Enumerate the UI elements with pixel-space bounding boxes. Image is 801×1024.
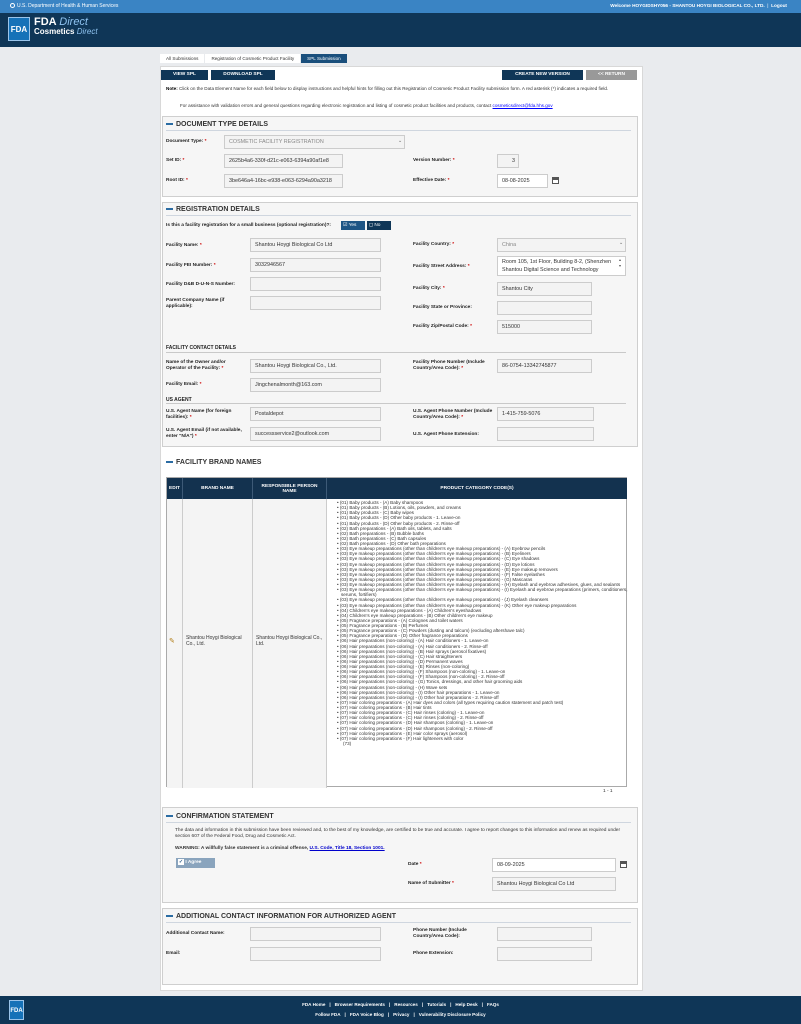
- category-item: • (06) Hair preparations (non-coloring) - (B) Hair sprays (aerosol fixatives): [337, 648, 487, 654]
- agent-email-label[interactable]: U.S. Agent Email (if not available, enter "N/A") *: [166, 428, 242, 439]
- category-item: • (07) Hair coloring preparations - (C) Hair rinses (coloring) - 1. Leave-on: [337, 710, 485, 716]
- category-item: • (03) Eye makeup preparations (other than children's eye makeup preparations) - (G) Mascaras: [337, 576, 533, 582]
- document-type-heading: DOCUMENT TYPE DETAILS: [166, 121, 268, 128]
- category-item: • (02) Bath preparations - (D) Other bath preparations: [337, 541, 446, 546]
- root-id-label[interactable]: Root ID: *: [166, 178, 188, 183]
- small-business-question: Is this a facility registration for a small business (optional registration)?:: [166, 223, 331, 228]
- owner-field[interactable]: Shantou Hoygi Biological Co., Ltd.: [250, 359, 381, 373]
- us-agent-heading: US AGENT: [166, 397, 192, 403]
- registration-heading: REGISTRATION DETAILS: [166, 206, 260, 213]
- category-item: • (07) Hair coloring preparations - (D) Hair shampoos (coloring) - 1. Leave-on: [337, 720, 494, 726]
- view-spl-button[interactable]: VIEW SPL: [161, 70, 208, 80]
- set-id-field[interactable]: 2625b4a6-330f-d21c-e063-6394a90af1e8: [224, 154, 343, 168]
- submitter-label[interactable]: Name of Submitter *: [408, 881, 454, 886]
- breadcrumb-registration[interactable]: Registration of Cosmetic Product Facility: [205, 54, 300, 63]
- category-item: • (03) Eye makeup preparations (other than children's eye makeup preparations) - (D) Eye lotions: [337, 561, 535, 567]
- category-item: • (07) Hair coloring preparations - (A) Hair dyes and colors (all types requiring caution statement and patch test): [337, 699, 564, 705]
- additional-email-field[interactable]: [250, 947, 381, 961]
- owner-label[interactable]: Name of the Owner and/or Operator of the Facility: *: [166, 360, 226, 371]
- site-header: [0, 13, 801, 47]
- facility-name-field[interactable]: Shantou Hoygi Biological Co Ltd: [250, 238, 381, 252]
- additional-ext-label[interactable]: Phone Extension:: [413, 951, 454, 956]
- fei-label[interactable]: Facility FEI Number: *: [166, 263, 216, 268]
- category-item: • (06) Hair preparations (non-coloring) - (A) Hair conditioners - 2. Rinse-off: [337, 643, 488, 649]
- col-brand-name: BRAND NAME: [183, 478, 253, 499]
- doc-type-select[interactable]: COSMETIC FACILITY REGISTRATION: [224, 135, 405, 149]
- fda-logo[interactable]: FDA: [8, 17, 30, 41]
- additional-ext-field[interactable]: [497, 947, 592, 961]
- return-button[interactable]: << RETURN: [586, 70, 637, 80]
- category-item: • (06) Hair preparations (non-coloring) - (C) Hair straighteners: [337, 653, 463, 659]
- logout-link[interactable]: Logout: [771, 3, 787, 8]
- category-item: • (03) Eye makeup preparations (other than children's eye makeup preparations) - (B) Eyeliners: [337, 551, 531, 557]
- city-label[interactable]: Facility City: *: [413, 286, 445, 291]
- contact-heading: FACILITY CONTACT DETAILS: [166, 345, 236, 351]
- agent-name-label[interactable]: U.S. Agent Name (for foreign facilities): *: [166, 409, 232, 420]
- fei-field[interactable]: 3032946567: [250, 258, 381, 272]
- category-item: • (06) Hair preparations (non-coloring) - (I) Other hair preparations - 2. Rinse-off: [337, 694, 499, 700]
- calendar-icon[interactable]: [552, 177, 559, 184]
- edit-icon[interactable]: ✎: [169, 638, 175, 645]
- category-item: • (07) Hair coloring preparations - (B) Hair tints: [337, 705, 432, 710]
- category-item: • (06) Hair preparations (non-coloring) - (I) Other hair preparations - 1. Leave-on: [337, 689, 500, 695]
- category-item: • (07) Hair coloring preparations - (E) Hair color sprays (aerosol): [337, 730, 468, 736]
- date-label[interactable]: Date *: [408, 862, 422, 867]
- category-item: • (02) Bath preparations - (B) Bubble baths: [337, 530, 424, 536]
- category-item: • (04) Children's eye makeup preparations - (B) Other children's eye makeup: [337, 612, 493, 618]
- state-field[interactable]: [497, 301, 592, 315]
- footer-link-browser[interactable]: Browser Requirements: [334, 1002, 385, 1007]
- note-text: Note: Click on the Data Element Name for each field below to display instructions and helpful hints for filling out this Registration of Cosmetic Product Facility submission form. A red asterisk (*) indicates a required field.: [166, 86, 609, 91]
- scroll-arrows-icon[interactable]: ▴ ▾: [619, 257, 622, 268]
- zip-field[interactable]: 515000: [497, 320, 592, 334]
- category-item: • (06) Hair preparations (non-coloring) - (G) Tonics, dressings, and other hair grooming aids: [337, 679, 523, 685]
- category-item: • (06) Hair preparations (non-coloring) - (E) Rinses (non-coloring): [337, 664, 470, 669]
- hhs-link[interactable]: U.S. Department of Health & Human Services: [10, 3, 118, 9]
- category-item: • (01) Baby products - (B) Lotions, oils, powders, and creams: [337, 505, 461, 511]
- version-field[interactable]: 3: [497, 154, 519, 168]
- hhs-logo-icon: [10, 3, 15, 8]
- col-responsible: RESPONSIBLE PERSON NAME: [253, 478, 327, 499]
- download-spl-button[interactable]: DOWNLOAD SPL: [211, 70, 275, 80]
- footer-links-2: Follow FDA | FDA Voice Blog | Privacy | Vulnerability Disclosure Policy: [315, 1012, 486, 1017]
- facility-name-label[interactable]: Facility Name: *: [166, 243, 202, 248]
- site-footer: [0, 996, 801, 1024]
- category-item: • (03) Eye makeup preparations (other than children's eye makeup preparations) - (C) Eye shadows: [337, 556, 540, 562]
- brands-heading: FACILITY BRAND NAMES: [166, 459, 261, 466]
- footer-link-vulnerability[interactable]: Vulnerability Disclosure Policy: [418, 1012, 486, 1017]
- facility-email-field[interactable]: Jingchenalmonth@163.com: [250, 378, 381, 392]
- category-item: • (02) Bath preparations - (A) Bath oils, tablets, and salts: [337, 525, 452, 531]
- category-item: • (01) Baby products - (D) Other baby products - 2. Rinse-off: [337, 520, 460, 526]
- col-edit: EDIT: [167, 478, 183, 499]
- category-item: • (05) Fragrance preparations - (A) Colognes and toilet waters: [337, 617, 463, 623]
- category-item: • (06) Hair preparations (non-coloring) - (F) Shampoos (non-coloring) - 2. Rinse-off: [337, 674, 505, 680]
- breadcrumb: [160, 54, 348, 63]
- category-item: • (07) Hair coloring preparations - (C) Hair rinses (coloring) - 2. Rinse-off: [337, 715, 484, 721]
- additional-contact-heading: ADDITIONAL CONTACT INFORMATION FOR AUTHORIZED AGENT: [166, 913, 396, 920]
- category-item: • (05) Fragrance preparations - (B) Perfumes: [337, 623, 429, 628]
- category-item: • (03) Eye makeup preparations (other than children's eye makeup preparations) - (A) Eyebrow pencils: [337, 546, 546, 552]
- additional-email-label[interactable]: Email:: [166, 951, 181, 956]
- duns-field[interactable]: [250, 277, 381, 291]
- category-item: • (02) Bath preparations - (C) Bath capsules: [337, 535, 427, 541]
- root-id-field[interactable]: 3be646a4-16bc-e938-e063-6294a90a3218: [224, 174, 343, 188]
- footer-link-follow-fda[interactable]: Follow FDA: [315, 1012, 341, 1017]
- checkbox-icon: ◻: [369, 223, 373, 228]
- category-item: • (06) Hair preparations (non-coloring) - (A) Hair conditioners - 1. Leave-on: [337, 638, 489, 644]
- col-category: PRODUCT CATEGORY CODE(S): [327, 478, 627, 499]
- parent-company-label[interactable]: Parent Company Name (if applicable):: [166, 298, 225, 309]
- category-item: • (01) Baby products - (D) Other baby products - 1. Leave-on: [337, 515, 461, 521]
- category-item: • (03) Eye makeup preparations (other than children's eye makeup preparations) - (E) Eye makeup removers: [337, 566, 558, 572]
- version-label[interactable]: Version Number: *: [413, 158, 455, 163]
- category-item: • (03) Eye makeup preparations (other than children's eye makeup preparations) - (I) Eyelash and eyebrow preparations (primers, conditioners, serums, fortifiers): [337, 587, 628, 598]
- agent-email-field[interactable]: successservice2@outlook.com: [250, 427, 381, 441]
- category-item: • (03) Eye makeup preparations (other than children's eye makeup preparations) - (F) False eyelashes: [337, 571, 545, 577]
- check-icon: ✓: [178, 858, 184, 865]
- category-item: • (01) Baby products - (A) Baby shampoos: [337, 500, 424, 505]
- agent-ext-label[interactable]: U.S. Agent Phone Extension:: [413, 432, 479, 437]
- agent-ext-field[interactable]: [497, 427, 594, 441]
- date-field[interactable]: 08-09-2025: [492, 858, 616, 872]
- footer-links-1: FDA Home | Browser Requirements | Resources | Tutorials | Help Desk | FAQs: [302, 1002, 499, 1007]
- brand-title[interactable]: FDA Direct Cosmetics Direct: [34, 16, 98, 36]
- country-select[interactable]: China: [497, 238, 626, 252]
- additional-phone-label[interactable]: Phone Number (Include Country/Area Code):: [413, 928, 467, 939]
- footer-link-faqs[interactable]: FAQs: [486, 1002, 499, 1007]
- warning-text: WARNING: A willfully false statement is a criminal offense, U.S. Code, Title 18, Section 1001.: [175, 846, 385, 851]
- category-item: • (06) Hair preparations (non-coloring) - (D) Permanent waves: [337, 658, 463, 664]
- additional-name-field[interactable]: [250, 927, 381, 941]
- city-field[interactable]: Shantou City: [497, 282, 592, 296]
- parent-company-field[interactable]: [250, 296, 381, 310]
- street-field[interactable]: Room 105, 1st Floor, Building 8-2, (Shenzhen Shantou Digital Science and Technology: [497, 256, 626, 276]
- assist-text: For assistance with validation errors and general questions regarding electronic registration and listing of cosmetic product facilities and products, contact cosmeticsdirect@fda.hhs.gov: [180, 103, 553, 108]
- category-item: • (03) Eye makeup preparations (other than children's eye makeup preparations) - (H) Eyelash and eyebrow adhesives, glues, and sealants: [337, 582, 621, 587]
- check-icon: ☑: [343, 223, 348, 228]
- footer-link-privacy[interactable]: Privacy: [393, 1012, 410, 1017]
- i-agree-checkbox[interactable]: ✓ I Agree: [176, 858, 215, 868]
- street-label[interactable]: Facility Street Address: *: [413, 264, 470, 269]
- us-code-link[interactable]: U.S. Code, Title 18, Section 1001.: [309, 846, 385, 851]
- responsible-cell: Shantou Hoygi Biological Co., Ltd.: [256, 635, 323, 647]
- category-item: • (03) Eye makeup preparations (other than children's eye makeup preparations) - (K) Other eye makeup preparations: [337, 602, 577, 608]
- agent-name-field[interactable]: Postaldepot: [250, 407, 381, 421]
- category-item: • (07) Hair coloring preparations - (D) Hair shampoos (coloring) - 2. Rinse-off: [337, 725, 493, 731]
- table-pager: 1 - 1: [603, 789, 613, 794]
- agent-phone-label[interactable]: U.S. Agent Phone Number (Include Country/Area Code): *: [413, 409, 493, 420]
- footer-fda-logo[interactable]: FDA: [9, 1000, 24, 1020]
- submitter-field[interactable]: Shantou Hoygi Biological Co Ltd: [492, 877, 616, 891]
- facility-email-label[interactable]: Facility Email: *: [166, 382, 202, 387]
- category-item: • (05) Fragrance preparations - (C) Powders (dusting and talcum) (excluding aftershave talc): [337, 628, 525, 634]
- calendar-icon[interactable]: [620, 861, 627, 868]
- set-id-label[interactable]: Set ID: *: [166, 158, 185, 163]
- category-item: • (05) Fragrance preparations - (D) Other fragrance preparations: [337, 633, 468, 639]
- footer-link-fda-home[interactable]: FDA Home: [302, 1002, 326, 1007]
- category-item: • (06) Hair preparations (non-coloring) - (F) Shampoos (non-coloring) - 1. Leave-on: [337, 669, 506, 675]
- category-item: • (06) Hair preparations (non-coloring) - (H) Wave sets: [337, 684, 448, 690]
- effective-date-field[interactable]: 08-08-2025: [497, 174, 548, 188]
- footer-link-resources[interactable]: Resources: [394, 1002, 418, 1007]
- country-label[interactable]: Facility Country: *: [413, 242, 455, 247]
- breadcrumb-spl-submission: SPL Submission: [301, 54, 347, 63]
- category-item: • (01) Baby products - (C) Baby wipes: [337, 510, 414, 516]
- doc-type-label[interactable]: Document Type: *: [166, 139, 207, 144]
- brand-name-cell: Shantou Hoygi Biological Co., Ltd.: [186, 635, 242, 647]
- breadcrumb-all-submissions[interactable]: All Submissions: [160, 54, 204, 63]
- footer-link-tutorials[interactable]: Tutorials: [427, 1002, 447, 1007]
- category-list: [337, 500, 632, 746]
- yes-toggle[interactable]: ☑ Yes: [341, 221, 365, 230]
- zip-label[interactable]: Facility Zip/Postal Code: *: [413, 324, 472, 329]
- effective-date-label[interactable]: Effective Date: *: [413, 178, 450, 183]
- welcome-text: Welcome HOYGIDSHY056 - SHANTOU HOYGI BIOLOGICAL CO., LTD.: [610, 3, 765, 8]
- category-item: • (03) Eye makeup preparations (other than children's eye makeup preparations) - (J) Eyelash cleansers: [337, 597, 549, 603]
- duns-label[interactable]: Facility D&B D-U-N-S Number:: [166, 282, 236, 287]
- hhs-bar: U.S. Department of Health & Human Services Welcome HOYGIDSHY056 - SHANTOU HOYGI BIOLOGICAL CO., LTD. | Logout: [0, 0, 801, 13]
- confirmation-heading: CONFIRMATION STATEMENT: [166, 813, 274, 820]
- facility-phone-label[interactable]: Facility Phone Number (Include Country/Area Code): *: [413, 360, 485, 371]
- footer-link-voice-blog[interactable]: FDA Voice Blog: [349, 1012, 384, 1017]
- category-item: (73): [343, 740, 352, 746]
- footer-link-help-desk[interactable]: Help Desk: [455, 1002, 478, 1007]
- chevron-down-icon: ⌄: [398, 138, 403, 144]
- category-item: • (07) Hair coloring preparations - (F) Hair lighteners with color: [337, 735, 464, 741]
- create-new-version-button[interactable]: CREATE NEW VERSION: [502, 70, 583, 80]
- state-label[interactable]: Facility State or Province:: [413, 305, 472, 310]
- facility-phone-field[interactable]: 86-0754-13342745877: [497, 359, 592, 373]
- agent-phone-field[interactable]: 1-415-759-5076: [497, 407, 594, 421]
- chevron-down-icon: ⌄: [619, 240, 624, 246]
- category-item: • (04) Children's eye makeup preparations - (A) Children's eyeshadows: [337, 607, 482, 613]
- additional-name-label[interactable]: Additional Contact Name:: [166, 931, 225, 936]
- no-toggle[interactable]: ◻ No: [367, 221, 391, 230]
- support-email-link[interactable]: cosmeticsdirect@fda.hhs.gov: [492, 103, 553, 108]
- additional-phone-field[interactable]: [497, 927, 592, 941]
- confirmation-text: The data and information in this submission have been reviewed and, to the best of my knowledge, are certified to be true and accurate. I agree to report changes to this information and renew as required under section 607 of the Federal Food, Drug and Cosmetic Act.: [175, 828, 621, 839]
